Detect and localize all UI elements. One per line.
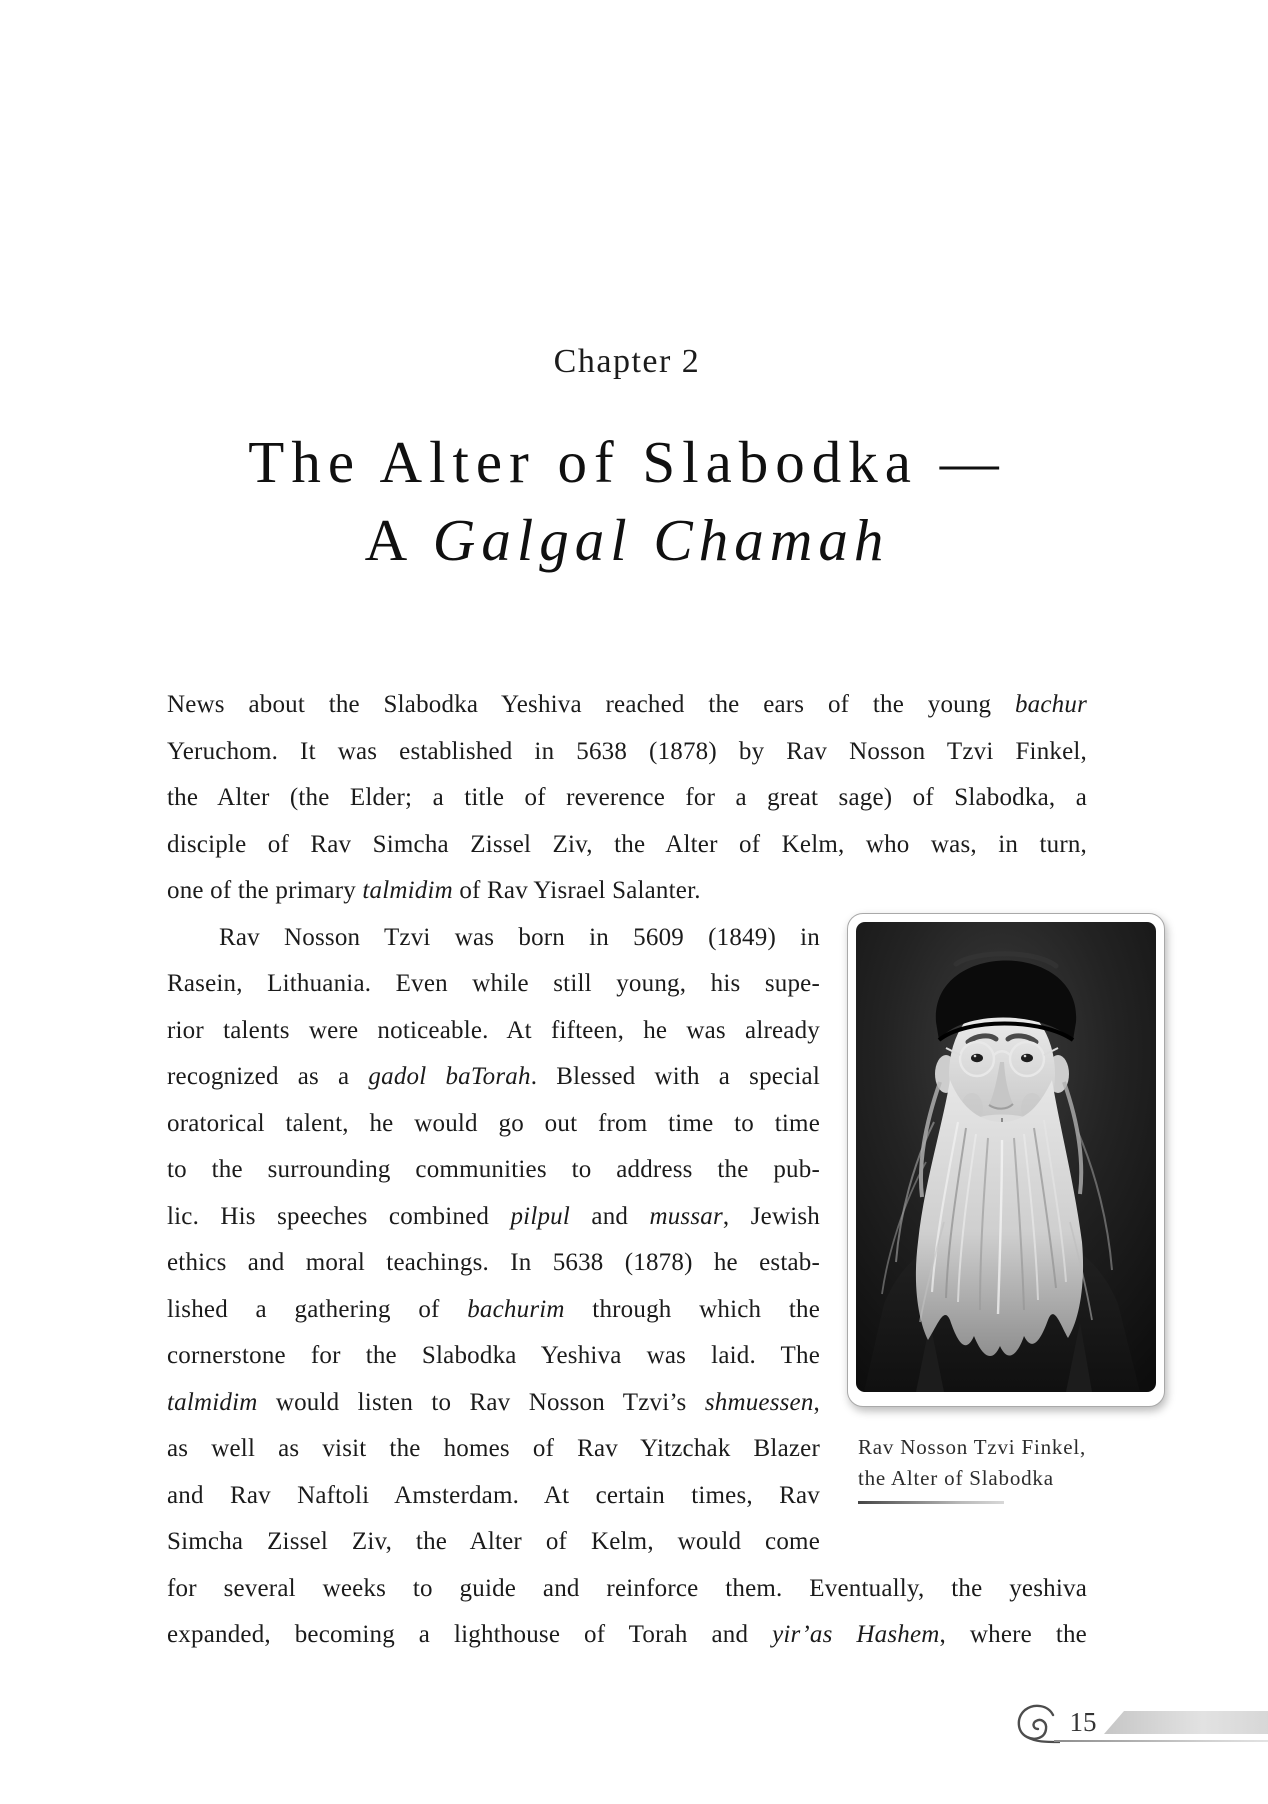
italic-term: bachurim <box>467 1295 565 1323</box>
italic-term: talmidim <box>362 877 453 904</box>
text-line <box>167 1333 820 1380</box>
text-segment: disciple of Rav Simcha Zissel Ziv, the Alter of Kelm, who was, in turn, <box>167 830 1087 858</box>
text-line <box>167 1287 820 1334</box>
text-line <box>167 1147 820 1194</box>
text-segment: ethics and moral teachings. In 5638 (1878) he estab- <box>167 1249 820 1276</box>
photo-caption-line-1: Rav Nosson Tzvi Finkel, <box>858 1435 1087 1459</box>
text-line <box>167 1473 820 1520</box>
text-segment: of Rav Yisrael Salanter. <box>452 877 701 904</box>
text-segment: would listen to Rav Nosson Tzvi’s <box>257 1388 705 1416</box>
chapter-title-line-2 <box>120 501 1134 579</box>
text-line <box>167 915 820 962</box>
text-line <box>167 1101 820 1148</box>
italic-term: talmidim <box>167 1388 258 1416</box>
text-line <box>167 961 820 1008</box>
text-segment: , Jewish <box>722 1202 820 1230</box>
text-segment: Yeruchom. It was established in 5638 (1878) by Rav Nosson Tzvi Finkel, <box>167 737 1087 765</box>
page-number: 15 <box>1069 1707 1097 1737</box>
text-segment: for several weeks to guide and reinforce them. Eventually, the yeshiva <box>167 1574 1087 1602</box>
text-segment: oratorical talent, he would go out from time to time <box>167 1109 820 1137</box>
italic-term: pilpul <box>510 1202 571 1230</box>
text-line <box>167 1054 820 1101</box>
caption-rule <box>858 1501 1004 1504</box>
portrait-photo-image <box>856 922 1156 1392</box>
text-line <box>167 682 1087 729</box>
text-segment: Rav Nosson Tzvi was born in 5609 (1849) in <box>219 923 820 951</box>
chapter-label: Chapter 2 <box>553 343 701 380</box>
text-line <box>167 1426 820 1473</box>
text-line <box>167 1380 820 1427</box>
text-segment: . Blessed with a special <box>530 1063 820 1090</box>
text-line <box>167 775 1087 822</box>
chapter-title <box>120 423 1134 579</box>
chapter-title-line-1: The Alter of Slabodka — <box>248 429 1006 495</box>
text-segment: the Alter (the Elder; a title of reverence for a great sage) of Slabodka, a <box>167 784 1087 811</box>
footer-decorative-bar <box>1104 1711 1268 1734</box>
photo-caption-line-2: the Alter of Slabodka <box>858 1466 1054 1490</box>
paragraph-2-narrow-column <box>167 915 820 1566</box>
text-segment: through which the <box>564 1295 820 1323</box>
text-line <box>167 822 1087 869</box>
text-line <box>167 1566 1087 1613</box>
text-segment: Simcha Zissel Ziv, the Alter of Kelm, would come <box>167 1528 820 1555</box>
text-segment: as well as visit the homes of Rav Yitzchak Blazer <box>167 1435 820 1462</box>
italic-term: gadol baTorah <box>368 1063 531 1090</box>
text-segment: rior talents were noticeable. At fifteen, he was already <box>167 1016 820 1044</box>
italic-term: Galgal Chamah <box>432 507 890 573</box>
portrait-photo-frame <box>847 913 1165 1407</box>
text-line <box>167 1519 820 1566</box>
text-segment: News about the Slabodka Yeshiva reached the ears of the young <box>167 691 1015 718</box>
footer-rule <box>1054 1740 1268 1742</box>
text-line <box>167 729 1087 776</box>
italic-term: yir’as Hashem <box>772 1621 940 1648</box>
photo-caption <box>858 1432 1118 1494</box>
swirl-ornament-icon <box>1012 1702 1060 1744</box>
text-segment: cornerstone for the Slabodka Yeshiva was laid. The <box>167 1342 820 1369</box>
text-segment: recognized as a <box>167 1063 369 1090</box>
text-segment: expanded, becoming a lighthouse of Torah and <box>167 1621 773 1648</box>
text-line <box>167 1008 820 1055</box>
paragraph-2-full-width <box>167 1566 1087 1659</box>
text-segment: , where the <box>939 1621 1087 1648</box>
italic-term: shmuessen <box>704 1388 814 1416</box>
text-segment: , <box>813 1388 820 1416</box>
paragraph-1 <box>167 682 1087 915</box>
italic-term: mussar <box>649 1202 723 1230</box>
text-segment: to the surrounding communities to address the pub- <box>167 1156 820 1183</box>
text-segment: lic. His speeches combined <box>167 1202 511 1230</box>
text-segment: one of the primary <box>167 877 363 904</box>
text-line <box>167 1194 820 1241</box>
text-segment: A <box>364 507 433 573</box>
text-segment: and Rav Naftoli Amsterdam. At certain times, Rav <box>167 1481 820 1509</box>
italic-term: bachur <box>1014 691 1087 718</box>
text-line <box>167 868 1087 915</box>
text-line <box>167 1240 820 1287</box>
text-segment: and <box>570 1202 650 1230</box>
text-segment: Rasein, Lithuania. Even while still young, his supe- <box>167 970 820 997</box>
text-segment: lished a gathering of <box>167 1295 468 1323</box>
text-line <box>167 1612 1087 1659</box>
